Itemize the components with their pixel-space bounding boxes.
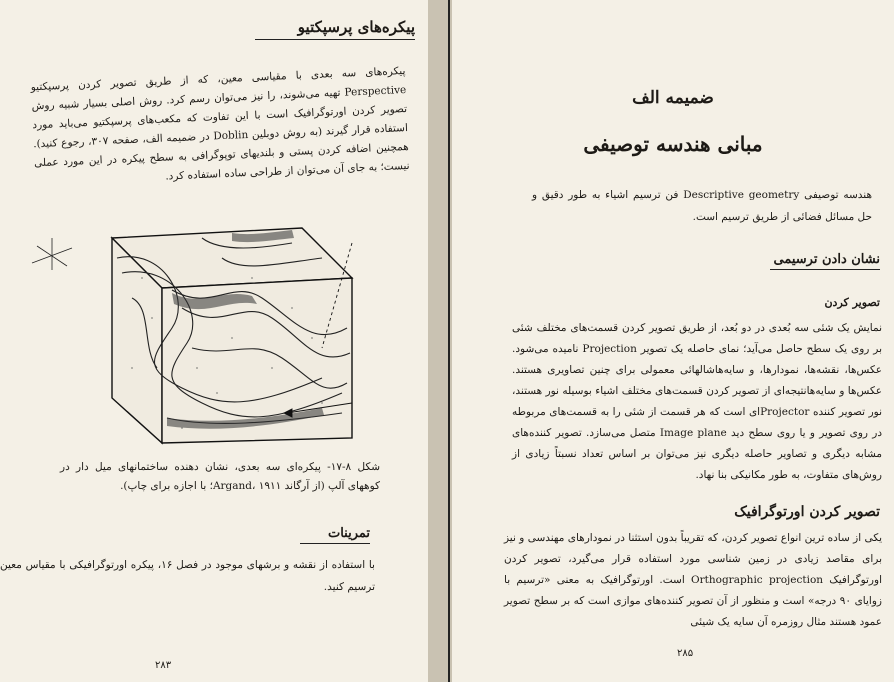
page-number-right: ۲۸۵ — [677, 648, 694, 659]
intro-paragraph: هندسه توصیفی Descriptive geometry فن ترسیم اشیاء به طور دقیق و حل مسائل فضائی از طریق ترسیم است. — [532, 189, 872, 223]
compass-mark — [32, 238, 72, 270]
orthographic-paragraph: یکی از ساده ترین انواع تصویر کردن، که تقریباً بدون استثنا در نمودارهای مهندسی و نیز برای مقاصد زیادی در زمین شناسی مورد استفاده قرار می‌گیرد، تصویر کردن اورتوگرافیک Orthographic projection است. اورتوگرافیک به معنی «ترسیم با زوایای ۹۰ درجه» است و منظور از آن تصویر کننده‌های موازی است که بر سطح تصویر عمود هستند مثال روزمره آن سایه یک شیئی — [504, 532, 882, 628]
main-title: مبانی هندسه توصیفی — [583, 132, 763, 156]
left-page — [0, 0, 428, 682]
right-page — [452, 0, 894, 682]
exercise-text: با استفاده از نقشه و برشهای موجود در فصل ۱۶، پیکره اورتوگرافیکی با مقیاس معین ترسیم کنید. — [0, 559, 375, 593]
appendix-title: ضمیمه الف — [632, 88, 714, 108]
subsection-title-projection: تصویر کردن — [824, 296, 880, 309]
gutter-line — [448, 0, 450, 682]
perspective-paragraph: پیکره‌های سه بعدی با مقیاسی معین، که از طریق تصویر کردن پرسپکتیو Perspective تهیه می‌شوند، را نیز می‌توان رسم کرد. روش اصلی بسیار شبیه روش تصویر کردن اورتوگرافیک است با این تفاوت که مکعب‌های پرسپکتیو می‌باید مورد استفاده قرار گیرند (به روش دوبلین Doblin در ضمیمه الف، صفحه ۳۰۷، رجوع کنید). همچنین اضافه کردن پستی و بلندیهای توپوگرافی به سطح پیکره در این مورد عملی نیست؛ به جای آن می‌توان از طراحی ساده استفاده کرد. — [30, 64, 410, 183]
block-diagram-figure — [22, 218, 382, 448]
section-heading-graphic-representation: نشان دادن ترسیمی — [770, 252, 880, 270]
figure-caption: شکل ۸-۱۷- پیکره‌ای سه بعدی، نشان دهنده ساختمانهای میل دار در کوههای آلپ (از آرگاند Argand، ۱۹۱۱؛ با اجازه برای چاپ). — [60, 461, 381, 492]
section-heading-perspective: پیکره‌های پرسپکتیو — [255, 18, 415, 40]
page-number-left: ۲۸۳ — [155, 660, 172, 671]
exercises-title: تمرینات — [300, 526, 370, 544]
projection-paragraph: نمایش یک شئی سه بُعدی در دو بُعد، از طریق تصویر کردن قسمت‌های مختلف شئی بر روی یک سطح حاصل می‌آید؛ نمای حاصله یک تصویر Projection نامیده می‌شود. عکس‌ها، نقشه‌ها، نمودارها، و سایه‌هاشالهائی معمولی برای چنین تصاویری هستند. عکس‌ها و سایه‌هانتیجه‌ای از تصویر کردن قسمت‌های مختلف اشیاء بوسیله نور هستند، نور تصویر کننده Projector‌ای است که هر قسمت از شئی را به قسمت‌های مربوطه در روی تصویر و یا روی سطح دید Image plane متصل می‌سازد. تصویر کننده‌های مشابه دیگری و تصاویر حاصله دیگری نیز می‌توان بر اساس تعداد نسبتاً زیادی از روش‌های متفاوت، به طور مکانیکی بنا نهاد. — [512, 322, 883, 481]
subsection-title-orthographic: تصویر کردن اورتوگرافیک — [734, 504, 880, 520]
